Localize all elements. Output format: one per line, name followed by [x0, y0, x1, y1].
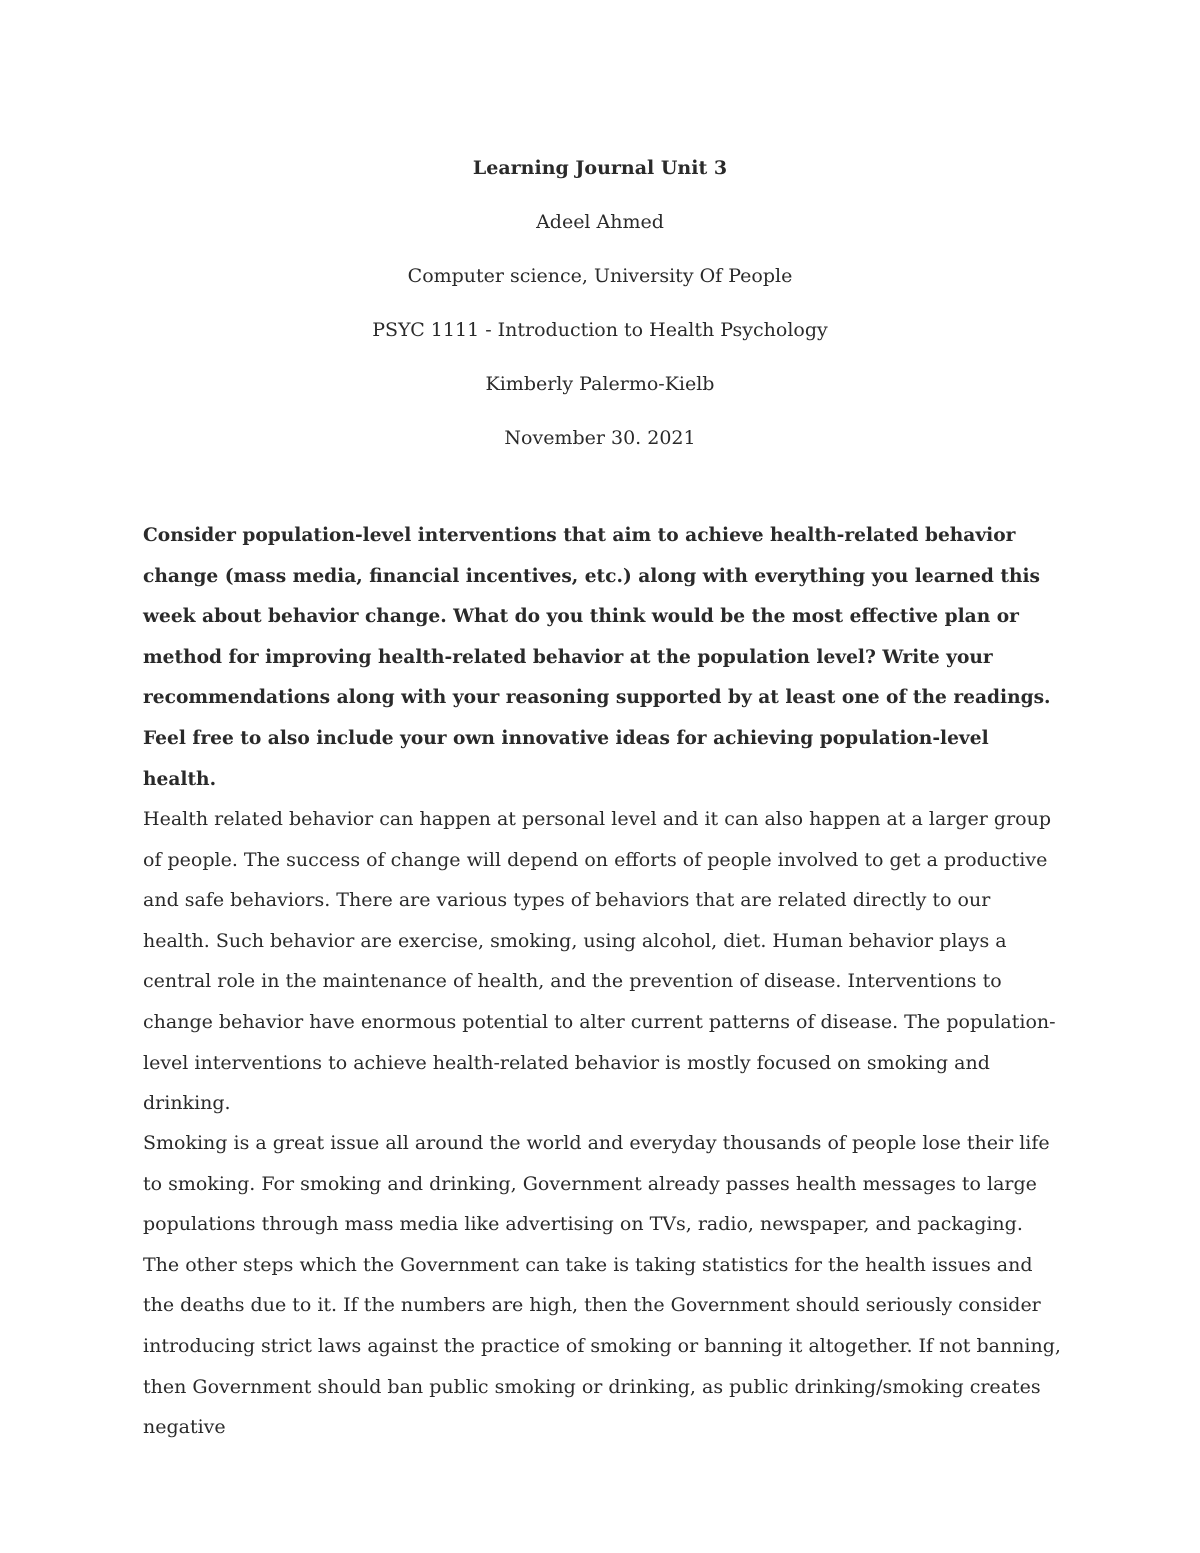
affiliation: Computer science, University Of People: [407, 265, 793, 287]
title-block: [0, 141, 1200, 465]
body-paragraph-1: [143, 799, 1061, 1124]
paragraph-text: Health related behavior can happen at personal level and it can also happen at a larger group of people. The success of change will depend on efforts of people involved to get a productive and safe behaviors. There are various types of behaviors that are related directly to our health. Such behavior are exercise, smoking, using alcohol, diet. Human behavior plays a central role in the maintenance of health, and the prevention of disease. Interventions to change behavior have enormous potential to alter current patterns of disease. The population-level interventions to achieve health-related behavior is mostly focused on smoking and drinking.: [143, 808, 1056, 1115]
prompt-question: [143, 516, 1061, 800]
instructor-name: Kimberly Palermo-Kielb: [485, 373, 715, 395]
document-title: Learning Journal Unit 3: [472, 157, 728, 179]
paragraph-text: Smoking is a great issue all around the world and everyday thousands of people lose their life to smoking. For smoking and drinking, Government already passes health messages to large populations through mass media like advertising on TVs, radio, newspaper, and packaging. The other steps which the Government can take is taking statistics for the health issues and the deaths due to it. If the numbers are high, then the Government should seriously consider introducing strict laws against the practice of smoking or banning it altogether. If not banning, then Government should ban public smoking or drinking, as public drinking/smoking creates negative: [143, 1132, 1061, 1439]
course-name: PSYC 1111 - Introduction to Health Psychology: [372, 319, 828, 341]
author-name: Adeel Ahmed: [536, 211, 664, 233]
prompt-text: Consider population-level interventions that aim to achieve health-related behavior change (mass media, financial incentives, etc.) along with everything you learned this week about behavior change. What do you think would be the most effective plan or method for improving health-related behavior at the population level? Write your recommendations along with your reasoning supported by at least one of the readings. Feel free to also include your own innovative ideas for achieving population-level health.: [143, 525, 1051, 790]
body-paragraph-2: [143, 1123, 1061, 1448]
document-date: November 30. 2021: [504, 427, 696, 449]
